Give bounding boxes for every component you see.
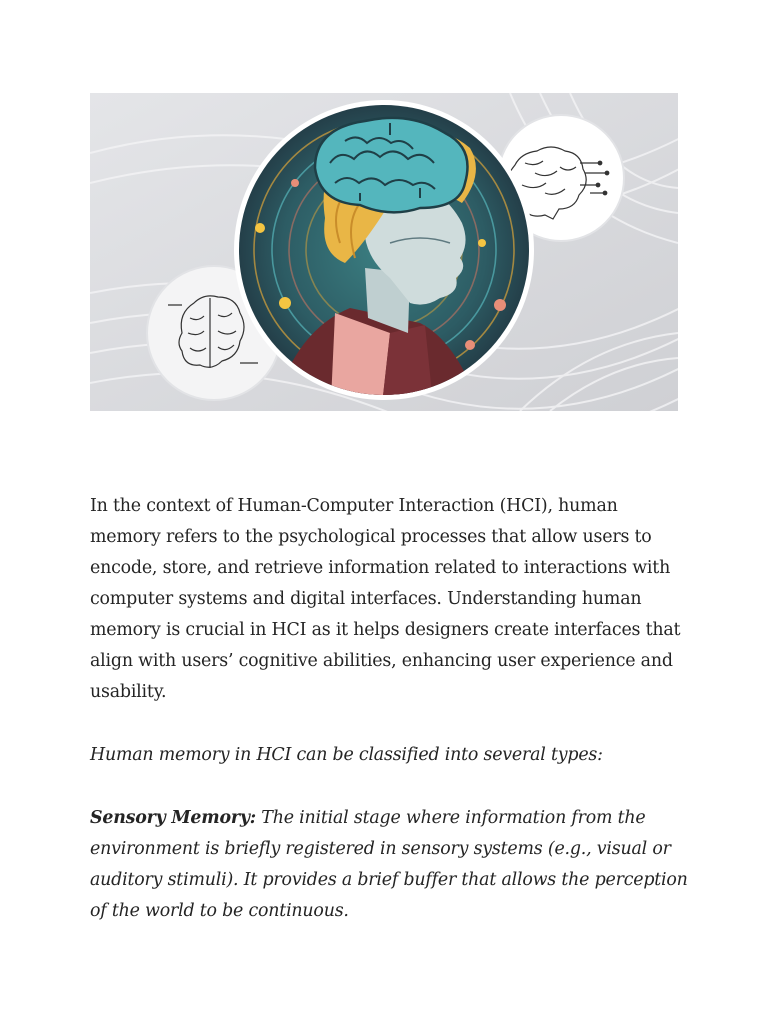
classification-paragraph: Human memory in HCI can be classified into several types: (90, 745, 603, 765)
sensory-memory-text: The initial stage where information from the environment is briefly registered in sensory systems (e.g., visual or auditory stimuli). It provides a brief buffer that allows the perception of the world to be continuous. (90, 808, 688, 921)
sensory-memory-term: Sensory Memory: (90, 808, 256, 828)
brain-illustration-icon (90, 93, 678, 411)
sensory-memory-paragraph (90, 803, 690, 927)
intro-paragraph: In the context of Human-Computer Interaction (HCI), human memory refers to the psychological processes that allow users to encode, store, and retrieve information related to interactions with computer systems and digital interfaces. Understanding human memory is crucial in HCI as it helps designers create interfaces that align with users’ cognitive abilities, enhancing user experience and usability. (90, 496, 681, 702)
article-body (90, 491, 690, 959)
hero-image (90, 93, 678, 411)
